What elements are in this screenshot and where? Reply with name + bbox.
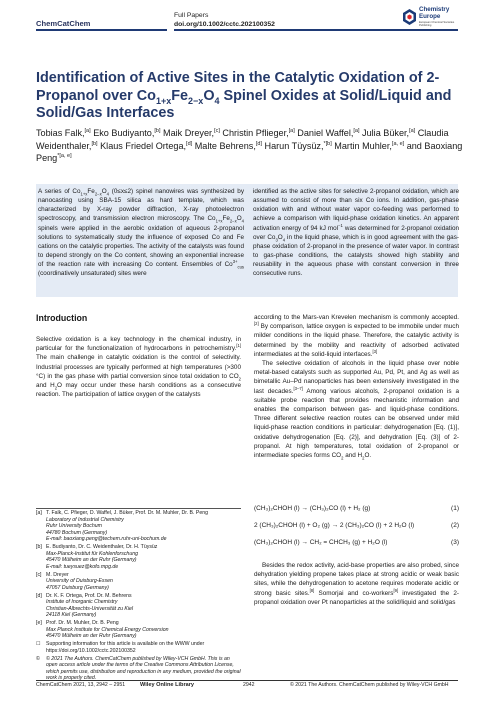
chemistry-europe-logo-icon [403,9,416,25]
affiliation-b: [b] E. Budiyanto, Dr. C. Weidenthaler, Dr. H. Tüysüz Max-Planck-Institut für Kohlenforschung 45470 Mülheim an der Ruhr (Germany) E-mail: tueysuez@kofo.mpg.de [36,544,241,570]
author[interactable]: Harun Tüysüz,$^{*[b]}$ [264,140,332,151]
header-rule-right [174,29,458,31]
affiliation-e: [e] Prof. Dr. M. Muhler, Dr. B. Peng Max Planck Institute for Chemical Energy Conversion 45470 Mülheim an der Ruhr (Germany) [36,620,169,639]
document-icon: ☐ [36,641,41,647]
author[interactable]: Malte Behrens,[d] [194,140,262,151]
footer-library-link[interactable]: Wiley Online Library [140,682,195,688]
affiliation-rule [36,508,241,509]
section-label: Full Papers [174,12,209,19]
author[interactable]: Tobias Falk,[a] [36,127,91,138]
reference-link[interactable]: [1] [236,343,241,349]
reference-link[interactable]: [9] [393,587,399,593]
supporting-info[interactable]: ☐ Supporting information for this article is available on the WWW under https://doi.org/10.1002/cctc.202100352 [36,641,205,654]
reference-link[interactable]: [8] [309,587,315,593]
author[interactable]: Julia Büker,[a] [362,127,416,138]
author[interactable]: Klaus Friedel Ortega,[d] [100,140,193,151]
reference-link[interactable]: [2] [254,321,259,327]
abstract-left: A series of $Co_{1+x}Fe_{2-x}O_4$ (0≤x≤2) spinel nanowires was synthesized by nanocasting using SBA-15 silica as hard template, which was characterized by X-ray powder diffraction, X-ray photoelectron spectroscopy, and transmission electron microscopy. The $Co_{1+x}Fe_{2-x}O_4$ spinels were applied in the aerobic oxidation of aqueous 2-propanol solutions to systematically study the influence of exposed Co and Fe cations on the catalytic properties. The activity of the catalysts was found to depend strongly on the Co content, showing an exponential increase of the reaction rate with increasing Co content. Ensembles of $Co^{3+}_{cus}$ (coordinatively unsaturated) sites were [38,188,244,278]
affiliation-c: [c] M. Dreyer University of Duisburg-Essen 47057 Duisburg (Germany) [36,571,113,591]
author[interactable]: Claudia Weidenthaler,[b] [36,128,449,151]
reference-link[interactable]: [3–7] [293,385,303,391]
logo-text-1: Chemistry [419,6,450,13]
footer-citation: ChemCatChem 2021, 13, 2942 – 2951 [36,682,126,688]
doi-link[interactable]: doi.org/10.1002/cctc.202100352 [174,21,275,28]
author[interactable]: and Baoxiang Peng$^{*[a, e]}$ [36,140,463,163]
logo-text-3: European Chemical Societies Publishing [419,21,455,27]
paragraph: according to the Mars-van Krevelen mechanism is commonly accepted.[2] By comparison, lattice oxygen is expected to be immobile under much milder conditions in the liquid phase. Therefore, the catalytic activity is determined by the mobility and reactivity of adsorbed activated intermediates at the solid-liquid interfaces.[3] [254,314,459,358]
author-list [36,127,466,165]
body-column-left [36,335,241,399]
logo-text-2: Europe [419,12,441,20]
article-title: Identification of Active Sites in the Catalytic Oxidation of 2-Propanol over $Co_{1+x}Fe_{2-x}O_4$ Spinel Oxides at Solid/Liquid and Solid/Gas Interfaces [36,70,452,121]
journal-name: ChemCatChem [36,19,91,28]
header-meta [174,11,275,29]
publisher-logo [403,7,463,29]
abstract-right: identified as the active sites for selective 2-propanol oxidation, which are assumed to consist of more than six Co ions. In addition, gas-phase oxidation with and without water vapor co-feeding was performed to achieve a comparison with liquid-phase oxidation kinetics. An apparent activation energy of 94 kJ mol$^{-1}$ was determined for 2-propanol oxidation over $Co_3O_4$ in the liquid phase, which is in good agreement with the gas-phase oxidation of 2-propanol in the presence of water vapor. In contrast to gas-phase conditions, the catalysts showed high stability and reusability in the aqueous phase with constant conversion in three consecutive runs. [253,188,459,278]
affiliation-a: [a] T. Falk, C. Pfieger, D. Waffel, J. Büker, Prof. Dr. M. Muhler, Dr. B. Peng Laboratory of Industrial Chemistry Ruhr University Bochum 44780 Bochum (Germany) E-mail: baoxiang.peng@techem.ruhr-uni-bochum.de [36,510,241,543]
body-column-right [254,313,459,460]
email-link[interactable]: E-mail: baoxiang.peng@techem.ruhr-uni-bochum.de [46,536,167,542]
header-rule-left [36,29,167,31]
page-number: 2942 [243,682,255,688]
license-note: © © 2021 The Authors. ChemCatChem published by Wiley-VCH GmbH. This is an open access article under the terms of the Creative Commons Attribution License, which permits use, distribution and reproduction in any medium, provided the original work is properly cited. [36,655,241,681]
copyright-icon: © [36,655,40,662]
author[interactable]: Christin Pflieger,[a] [222,127,295,138]
author[interactable]: Daniel Waffel,[a] [297,127,360,138]
paragraph: The selective oxidation of alcohols in the liquid phase over noble metal-based catalysts such as supported Au, Pd, Pt, and Ag as well as bimetallic Au–Pd nanoparticles has been extensively investigated in the last decades.[3–7] Among various alcohols, 2-propanol oxidation is a suitable probe reaction that provides mechanistic information and enables the comparison between gas- and liquid-phase conditions. Three different selective reaction routes can be observed under mild liquid-phase reaction conditions in particular: dehydrogenation [Eq. (1)], oxidative dehydrogenation [Eq. (2)], and dehydration [Eq. (3)] of 2-propanol. At high temperatures, total oxidation of 2-propanol or intermediate species forms $CO_2$ and $H_2O$. [254,360,459,461]
email-link[interactable]: E-mail: tueysuez@kofo.mpg.de [46,563,119,570]
paragraph: Besides the redox activity, acid-base properties are also probed, since dehydration yielding propene takes place at strong acidic or weak basic sites, while the dehydrogenation to acetone requires moderate acidic or strong basic sites.[8] Somorjai and co-workers[9] investigated the 2-propanol oxidation over Pt nanoparticles at the solid/liquid and solid/gas [254,562,459,606]
affiliation-d: [d] Dr. K. F. Ortega, Prof. Dr. M. Behrens Institute of Inorganic Chemistry Christian-Albrechts-Universität zu Kiel 24118 Kiel (Germany) [36,592,134,618]
footer-copyright: © 2021 The Authors. ChemCatChem published by Wiley-VCH GmbH [290,682,449,688]
author[interactable]: Eko Budiyanto,[b] [93,127,161,138]
reference-link[interactable]: [3] [372,348,378,354]
author[interactable]: Martin Muhler,[a, e] [334,140,405,151]
footer-rule [36,680,458,681]
author[interactable]: Maik Dreyer,[c] [163,127,220,138]
section-heading: Introduction [36,313,88,323]
paragraph: Selective oxidation is a key technology in the chemical industry, in particular for the functionalization of hydrocarbons in petrochemistry.[1] The main challenge in catalytic oxidation is the control of selectivity. Industrial processes are typically performed at high temperatures (>300 °C) in the gas phase with partial conversion since total oxidation to $CO_2$ and $H_2O$ may occur under these harsh conditions as a consecutive reaction. The participation of lattice oxygen of the catalysts [36,336,241,399]
affiliations [36,510,241,682]
body-column-right-continued [254,561,459,607]
